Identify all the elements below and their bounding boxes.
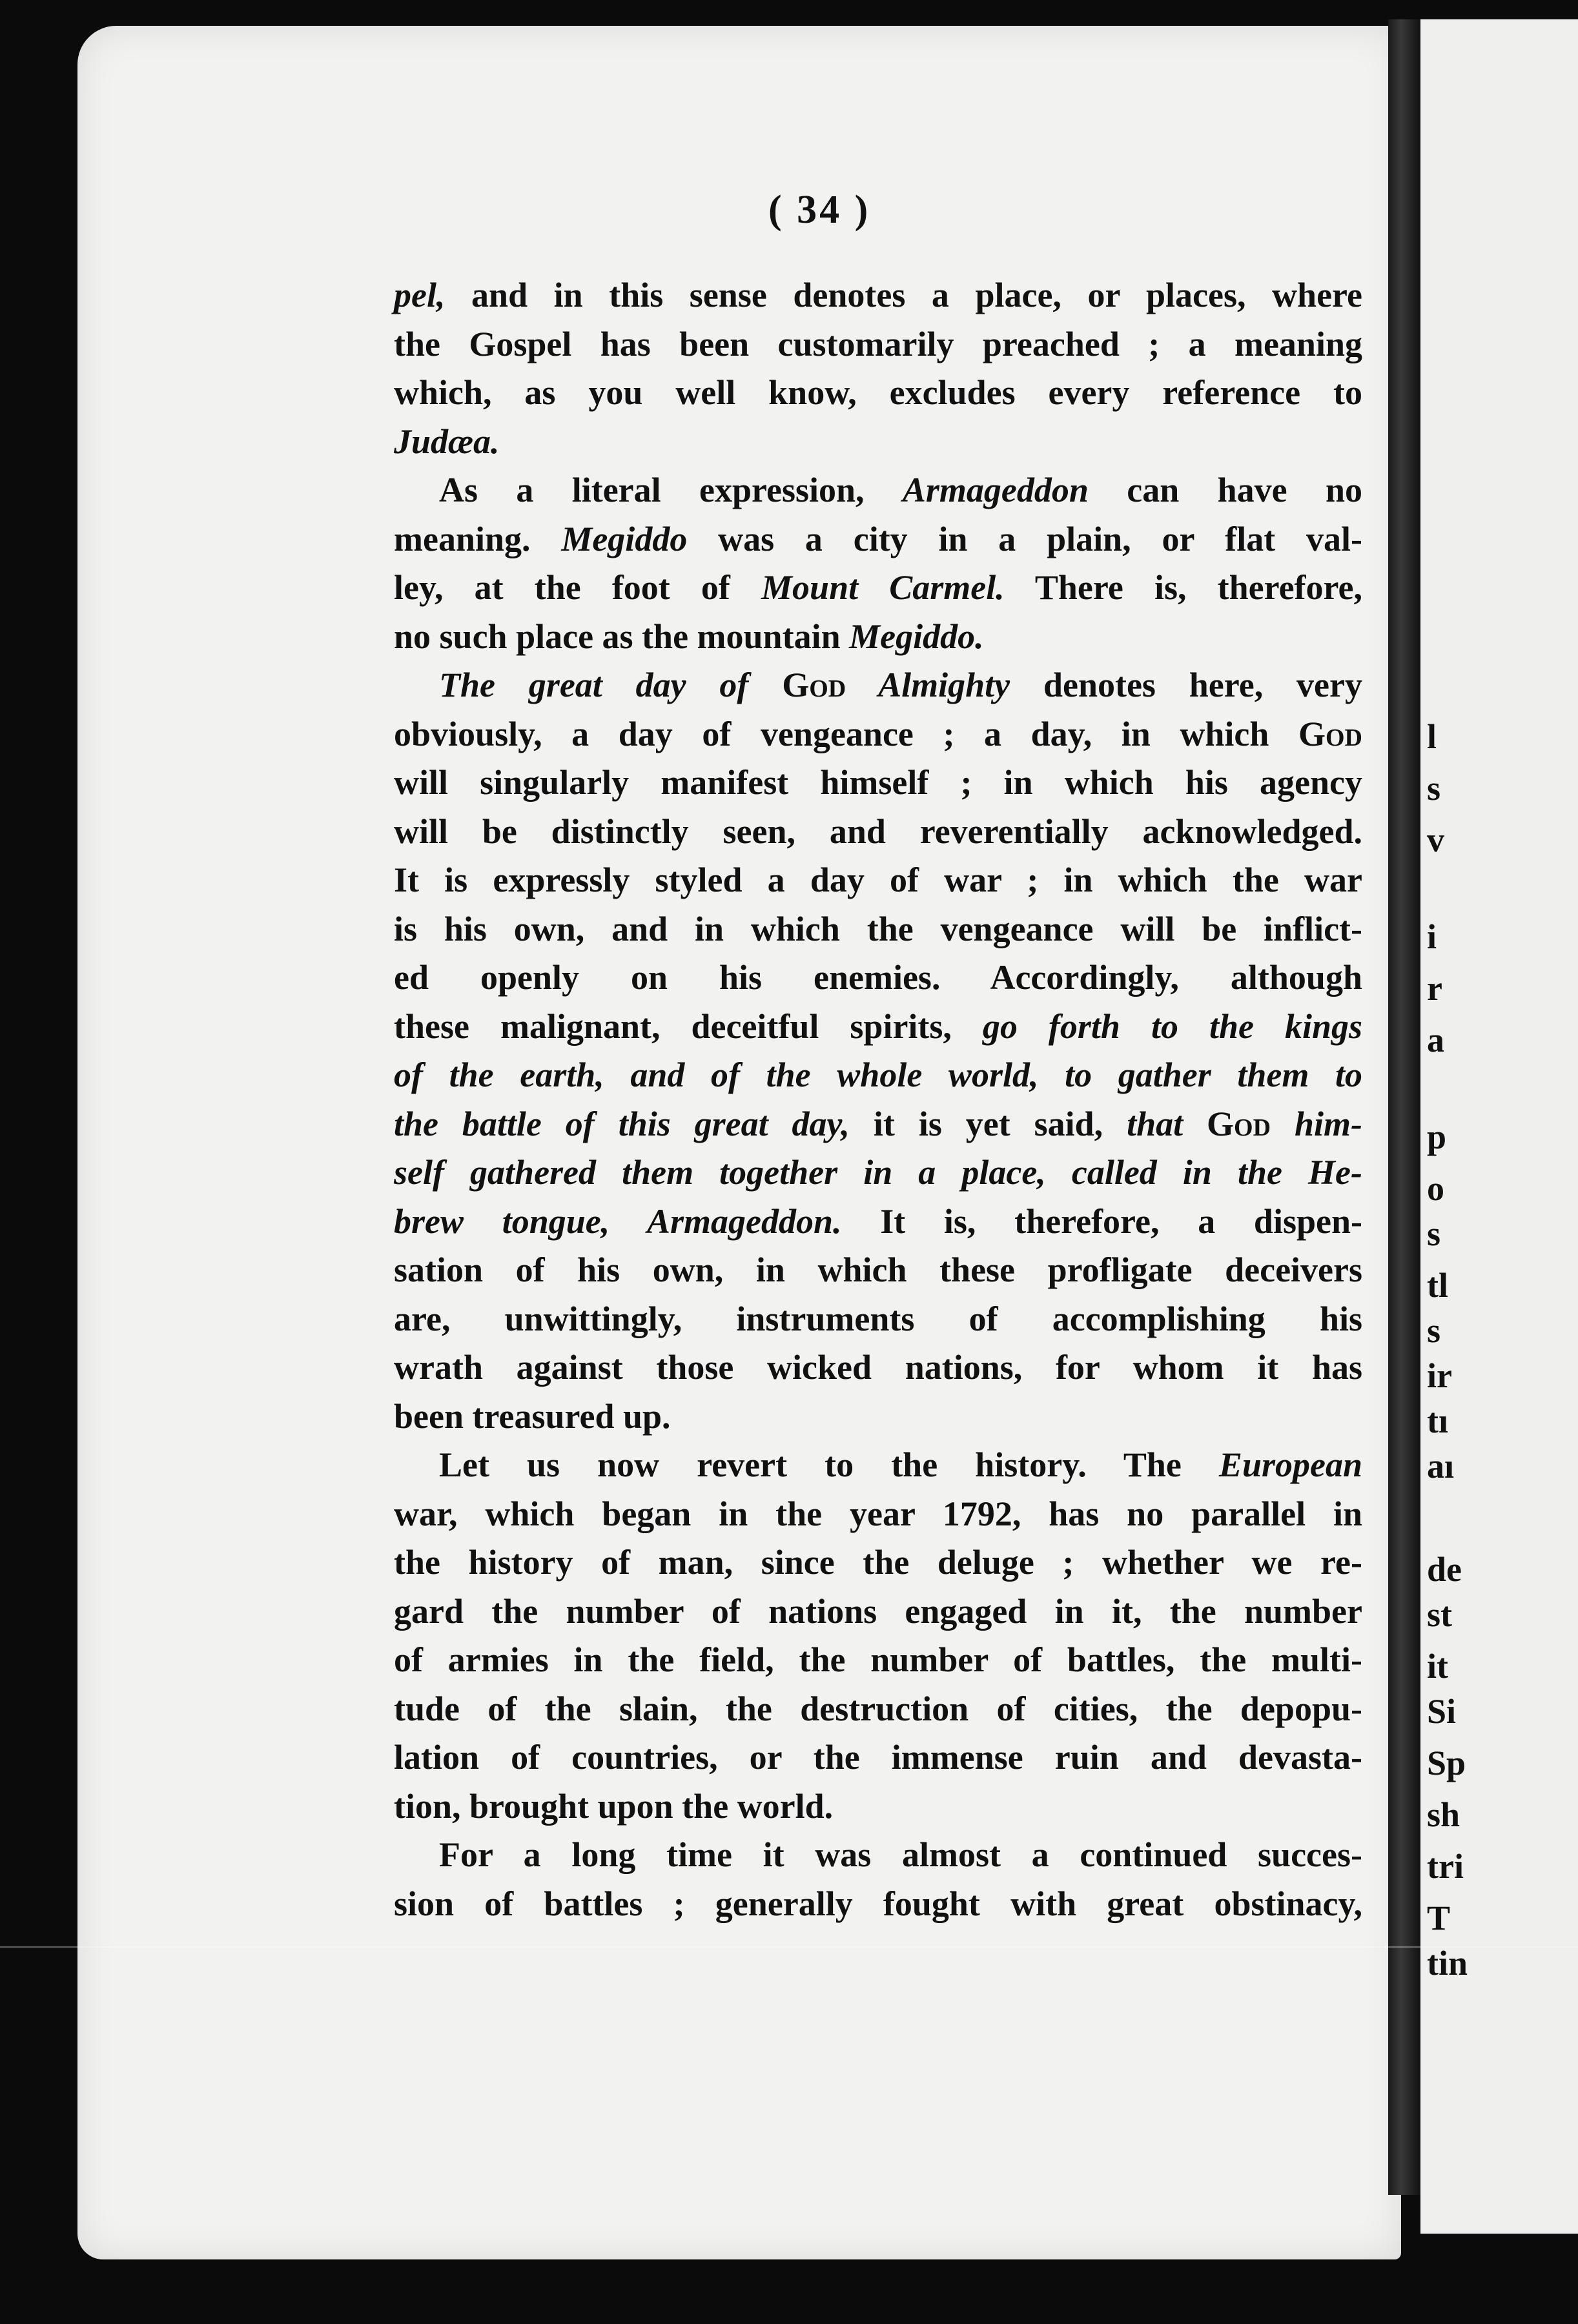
text-line bbox=[394, 661, 1362, 710]
text-segment: tion, brought upon the world. bbox=[394, 1786, 834, 1826]
text-segment: tude of the slain, the destruction of cities, the depopu- bbox=[394, 1689, 1362, 1728]
facing-page-edge bbox=[1420, 19, 1578, 2234]
text-segment: that bbox=[1127, 1104, 1207, 1143]
facing-page-fragment: tin bbox=[1427, 1944, 1468, 1983]
facing-page-fragment: de bbox=[1427, 1550, 1462, 1589]
facing-page-fragment: ir bbox=[1427, 1356, 1452, 1395]
text-segment: the Gospel has been customarily preached ; a meaning bbox=[394, 324, 1362, 363]
text-segment: wrath against those wicked nations, for whom it has bbox=[394, 1348, 1362, 1387]
text-segment: denotes here, very bbox=[1010, 666, 1362, 704]
text-segment: European bbox=[1218, 1445, 1362, 1484]
text-segment: Judæa. bbox=[394, 422, 500, 461]
text-segment: sation of his own, in which these profligate deceivers bbox=[394, 1250, 1362, 1289]
text-line bbox=[394, 856, 1362, 905]
text-line bbox=[394, 1392, 1362, 1442]
book-gutter bbox=[1388, 19, 1420, 2195]
facing-page-fragment: p bbox=[1427, 1117, 1447, 1156]
text-segment: pel, bbox=[394, 276, 446, 314]
text-line bbox=[394, 1538, 1362, 1587]
text-line bbox=[394, 1003, 1362, 1052]
facing-page-fragment: st bbox=[1427, 1595, 1452, 1634]
text-segment: meaning. bbox=[394, 519, 562, 558]
text-segment: God bbox=[1298, 714, 1362, 753]
text-segment: There is, therefore, bbox=[1004, 568, 1363, 607]
text-segment: Megiddo bbox=[561, 519, 688, 558]
text-line bbox=[394, 1246, 1362, 1295]
text-segment: self gathered them together in a place, called in the He- bbox=[394, 1153, 1362, 1192]
facing-page-fragment: tı bbox=[1427, 1402, 1448, 1440]
text-line bbox=[394, 1051, 1362, 1100]
text-line bbox=[394, 1441, 1362, 1490]
text-segment: will be distinctly seen, and reverentially acknowledged. bbox=[394, 811, 1362, 851]
text-line bbox=[394, 320, 1362, 369]
text-segment: will singularly manifest himself ; in which his agency bbox=[394, 763, 1362, 802]
facing-page-fragment: o bbox=[1427, 1169, 1444, 1208]
text-line bbox=[394, 1490, 1362, 1539]
text-segment: no such place as the mountain bbox=[394, 617, 850, 656]
facing-page-fragment: tri bbox=[1427, 1847, 1464, 1886]
scan-artifact bbox=[0, 1946, 1578, 1948]
text-line bbox=[394, 564, 1362, 613]
text-segment: and in this sense denotes a place, or places, where bbox=[445, 276, 1362, 314]
text-segment: was a city in a plain, or flat val- bbox=[687, 519, 1363, 558]
text-segment: ley, at the foot of bbox=[394, 568, 762, 607]
text-segment: can have no bbox=[1088, 471, 1362, 509]
text-line bbox=[394, 1685, 1362, 1734]
text-segment: Mount Carmel. bbox=[761, 568, 1005, 607]
text-segment: lation of countries, or the immense ruin and devasta- bbox=[394, 1738, 1362, 1777]
book-page bbox=[77, 26, 1401, 2259]
text-line bbox=[394, 1148, 1362, 1198]
text-line bbox=[394, 466, 1362, 515]
text-line bbox=[394, 808, 1362, 857]
text-line bbox=[394, 1636, 1362, 1685]
text-segment: which, as you well know, excludes every reference to bbox=[394, 373, 1362, 412]
facing-page-fragment: sh bbox=[1427, 1795, 1460, 1834]
facing-page-fragment: tl bbox=[1427, 1266, 1448, 1305]
facing-page-fragment: v bbox=[1427, 821, 1444, 859]
text-line bbox=[394, 905, 1362, 954]
text-segment: gard the number of nations engaged in it, the number bbox=[394, 1591, 1362, 1631]
text-line bbox=[394, 1343, 1362, 1392]
text-segment: the battle of this great day, bbox=[394, 1104, 850, 1143]
facing-page-fragment: it bbox=[1427, 1647, 1448, 1686]
text-segment: Armageddon bbox=[902, 471, 1089, 509]
text-segment: The great day of bbox=[439, 666, 783, 704]
text-segment: As a literal expression, bbox=[439, 471, 903, 509]
text-segment: For a long time it was almost a continued succes- bbox=[439, 1835, 1362, 1874]
text-segment: the history of man, since the deluge ; whether we re- bbox=[394, 1543, 1362, 1582]
text-segment: sion of battles ; generally fought with great obstinacy, bbox=[394, 1884, 1362, 1923]
text-segment: of armies in the field, the number of battles, the multi- bbox=[394, 1640, 1362, 1679]
text-line bbox=[394, 1880, 1362, 1929]
text-segment: it is yet said, bbox=[850, 1104, 1127, 1143]
facing-page-fragment: a bbox=[1427, 1021, 1444, 1059]
text-line bbox=[394, 710, 1362, 759]
text-segment: him- bbox=[1271, 1104, 1362, 1143]
text-segment: Let us now revert to the history. The bbox=[439, 1445, 1219, 1484]
text-segment: It is expressly styled a day of war ; in which the war bbox=[394, 861, 1362, 899]
body-text bbox=[394, 271, 1362, 1928]
text-segment: ed openly on his enemies. Accordingly, although bbox=[394, 958, 1362, 997]
text-segment: brew tongue, Armageddon. bbox=[394, 1201, 842, 1241]
text-line bbox=[394, 953, 1362, 1003]
text-line bbox=[394, 1198, 1362, 1247]
text-line bbox=[394, 1831, 1362, 1880]
text-segment: these malignant, deceitful spirits, bbox=[394, 1006, 983, 1046]
text-segment: been treasured up. bbox=[394, 1396, 671, 1436]
facing-page-fragment: i bbox=[1427, 917, 1437, 956]
text-line bbox=[394, 515, 1362, 564]
facing-page-fragment: s bbox=[1427, 1311, 1441, 1350]
text-segment: is his own, and in which the vengeance will be inflict- bbox=[394, 909, 1362, 948]
facing-page-fragment: l bbox=[1427, 717, 1437, 756]
facing-page-fragment: s bbox=[1427, 769, 1441, 808]
facing-page-fragment: Sp bbox=[1427, 1744, 1466, 1782]
text-line bbox=[394, 418, 1362, 467]
text-line bbox=[394, 1295, 1362, 1344]
text-line bbox=[394, 369, 1362, 418]
text-line bbox=[394, 1587, 1362, 1636]
facing-page-fragment: s bbox=[1427, 1214, 1441, 1253]
text-line bbox=[394, 1100, 1362, 1149]
text-segment: of the earth, and of the whole world, to gather them to bbox=[394, 1055, 1362, 1094]
text-line bbox=[394, 613, 1362, 662]
facing-page-fragment: Si bbox=[1427, 1692, 1457, 1731]
text-segment: obviously, a day of vengeance ; a day, in which bbox=[394, 714, 1298, 753]
text-line bbox=[394, 759, 1362, 808]
facing-page-fragment: T bbox=[1427, 1899, 1451, 1937]
text-segment: war, which began in the year 1792, has no parallel in bbox=[394, 1494, 1362, 1533]
text-segment: are, unwittingly, instruments of accomplishing his bbox=[394, 1299, 1362, 1338]
text-segment: God bbox=[1207, 1104, 1271, 1143]
facing-page-fragment: aı bbox=[1427, 1447, 1455, 1485]
text-segment: God bbox=[782, 666, 846, 704]
text-segment: go forth to the kings bbox=[982, 1006, 1362, 1046]
text-segment: Almighty bbox=[846, 666, 1010, 704]
text-segment: It is, therefore, a dispen- bbox=[841, 1201, 1362, 1241]
text-line bbox=[394, 1733, 1362, 1782]
facing-page-fragment: r bbox=[1427, 969, 1442, 1008]
text-segment: Megiddo. bbox=[849, 617, 984, 656]
page-number: ( 34 ) bbox=[768, 188, 871, 232]
text-line bbox=[394, 271, 1362, 320]
text-line bbox=[394, 1782, 1362, 1831]
